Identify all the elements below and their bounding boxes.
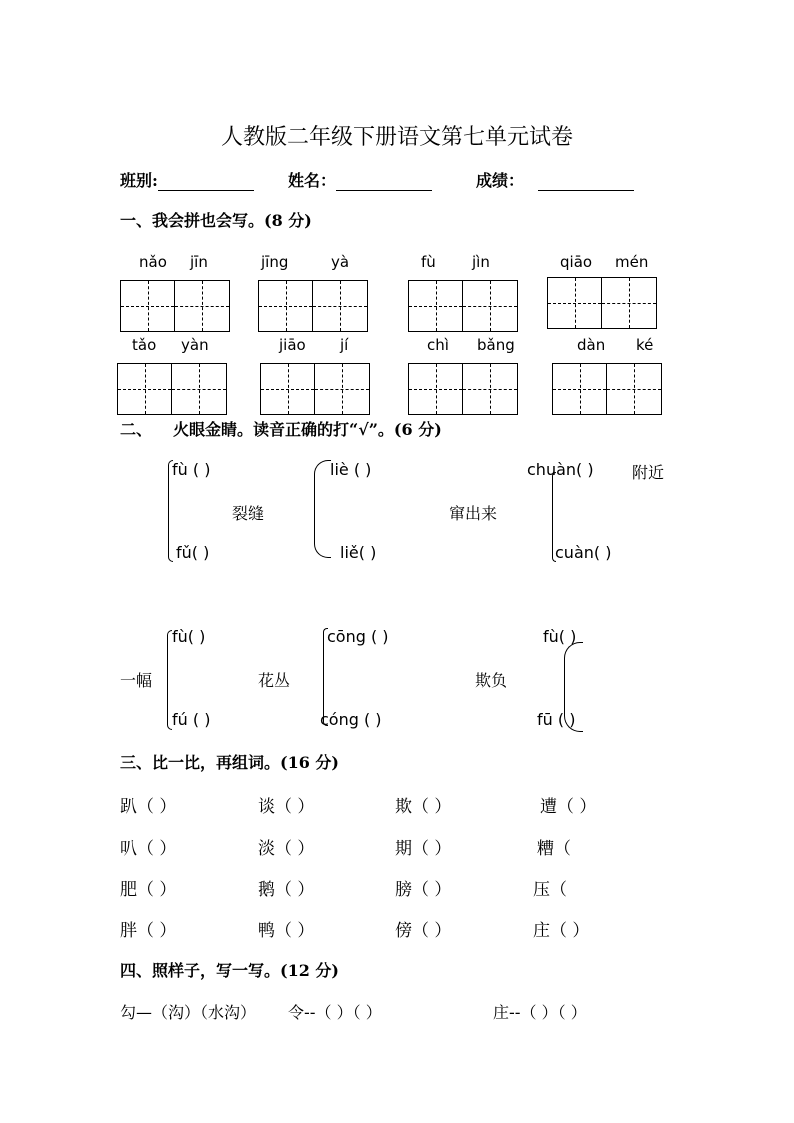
pinyin: jīng <box>261 253 289 271</box>
class-label: 班别: <box>120 171 158 190</box>
section4-heading: 四、照样子，写一写。(12 分) <box>120 961 339 980</box>
pinyin-option[interactable]: cuàn( ) <box>555 543 612 562</box>
pinyin: nǎo <box>139 253 167 271</box>
pinyin: jīn <box>190 253 208 271</box>
pinyin-option[interactable]: fù ( ) <box>172 460 211 479</box>
word-blank[interactable]: 期（ ） <box>395 839 452 859</box>
word: 裂缝 <box>232 504 265 523</box>
word: 欺负 <box>475 671 508 690</box>
name-field <box>288 168 432 191</box>
pinyin-option[interactable]: fū ( ) <box>537 710 576 729</box>
section3-heading: 三、比一比，再组词。(16 分) <box>120 753 339 772</box>
section2-heading-num: 二、 <box>120 420 153 439</box>
word: 窜出来 <box>449 504 498 523</box>
writing-grid[interactable] <box>552 363 662 415</box>
pinyin: mén <box>615 253 649 271</box>
word-blank[interactable]: 庄（ ） <box>533 921 590 941</box>
pinyin-option[interactable]: liè ( ) <box>330 460 372 479</box>
fill-item[interactable]: 令--（ ）（ ） <box>288 1003 382 1022</box>
pinyin: yà <box>331 253 350 271</box>
pinyin: jiāo <box>279 336 306 354</box>
fill-item[interactable]: 庄--（ ）（ ） <box>493 1003 587 1022</box>
pinyin-option[interactable]: fú ( ) <box>172 710 211 729</box>
writing-grid[interactable] <box>260 363 370 415</box>
score-label: 成绩： <box>476 171 525 190</box>
word-blank[interactable]: 压（ <box>533 880 567 900</box>
word: 附近 <box>632 463 665 482</box>
word-blank[interactable]: 膀（ ） <box>395 880 452 900</box>
pinyin-option[interactable]: cóng ( ) <box>320 710 382 729</box>
word-blank[interactable]: 淡（ ） <box>258 839 315 859</box>
pinyin-option[interactable]: fù( ) <box>543 627 577 646</box>
pinyin-option[interactable]: chuàn( ) <box>527 460 594 479</box>
writing-grid[interactable] <box>117 363 227 415</box>
brace <box>314 460 331 558</box>
word: 一幅 <box>120 671 153 690</box>
pinyin: jí <box>340 336 349 354</box>
pinyin-option[interactable]: cōng ( ) <box>327 627 389 646</box>
score-field <box>476 168 634 191</box>
word-blank[interactable]: 欺（ ） <box>395 797 452 817</box>
section1-heading: 一、我会拼也会写。(8 分) <box>120 211 312 230</box>
word: 花丛 <box>258 671 291 690</box>
word-blank[interactable]: 肥（ ） <box>120 880 177 900</box>
section2-heading: 火眼金睛。读音正确的打“√”。(6 分) <box>173 420 442 439</box>
word-blank[interactable]: 叭（ ） <box>120 839 177 859</box>
writing-grid[interactable] <box>547 277 657 329</box>
pinyin: yàn <box>181 336 209 354</box>
word-blank[interactable]: 遭（ ） <box>540 797 597 817</box>
word-blank[interactable]: 鹅（ ） <box>258 880 315 900</box>
pinyin: dàn <box>577 336 606 354</box>
pinyin: chì <box>427 336 449 354</box>
pinyin: ké <box>636 336 654 354</box>
pinyin-option[interactable]: liě( ) <box>340 543 377 562</box>
writing-grid[interactable] <box>408 363 518 415</box>
word-blank[interactable]: 趴（ ） <box>120 797 177 817</box>
pinyin: tǎo <box>132 336 157 354</box>
name-blank[interactable] <box>336 172 432 191</box>
word-blank[interactable]: 鸭（ ） <box>258 921 315 941</box>
page-title: 人教版二年级下册语文第七单元试卷 <box>220 125 573 150</box>
word-blank[interactable]: 谈（ ） <box>258 797 315 817</box>
score-blank[interactable] <box>538 172 634 191</box>
writing-grid[interactable] <box>408 280 518 332</box>
writing-grid[interactable] <box>258 280 368 332</box>
pinyin-option[interactable]: fǔ( ) <box>176 543 210 562</box>
class-field <box>120 168 254 191</box>
word-blank[interactable]: 糟（ <box>537 839 571 859</box>
name-label: 姓名： <box>288 171 337 190</box>
writing-grid[interactable] <box>120 280 230 332</box>
word-blank[interactable]: 傍（ ） <box>395 921 452 941</box>
pinyin: qiāo <box>560 253 593 271</box>
pinyin: jìn <box>472 253 490 271</box>
pinyin: bǎng <box>477 336 515 354</box>
class-blank[interactable] <box>158 172 254 191</box>
pinyin: fù <box>421 253 436 271</box>
example-text: 勾—（沟）（水沟） <box>120 1003 257 1022</box>
pinyin-option[interactable]: fù( ) <box>172 627 206 646</box>
word-blank[interactable]: 胖（ ） <box>120 921 177 941</box>
